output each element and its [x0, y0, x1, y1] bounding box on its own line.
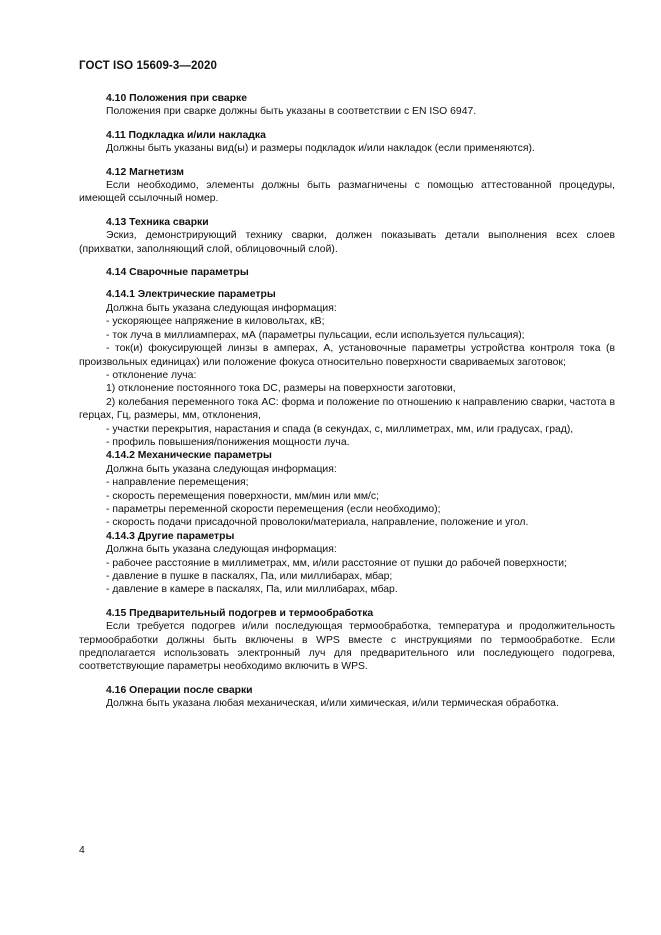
- section-4-13-title: 4.13 Техника сварки: [106, 216, 209, 228]
- section-4-14-3-title: 4.14.3 Другие параметры: [106, 530, 235, 542]
- list-item: 1) отклонение постоянного тока DC, размеры на поверхности заготовки,: [106, 383, 456, 395]
- section-4-15-text: Если требуется подогрев и/или последующая термообработка, температура и продолжительность термообработки должны быть включены в WPS вместе с инструкциями по термообработке. Если предполагается использовать электронный луч для предварительного или последующего подогрева, соответствующие параметры необходимо включить в WPS.: [79, 621, 615, 673]
- page-number: 4: [79, 845, 85, 856]
- section-4-10-title: 4.10 Положения при сварке: [106, 93, 247, 104]
- section-4-14-1-title: 4.14.1 Электрические параметры: [106, 289, 276, 301]
- section-4-14-2-intro: Должна быть указана следующая информация:: [106, 463, 337, 475]
- list-item: - рабочее расстояние в миллиметрах, мм, и/или расстояние от пушки до рабочей поверхности;: [106, 557, 567, 569]
- list-item: - участки перекрытия, нарастания и спада (в секундах, с, миллиметрах, мм, или градусах, град),: [106, 423, 574, 435]
- standard-designation: ГОСТ ISO 15609-3—2020: [79, 60, 217, 72]
- list-item: - давление в пушке в паскалях, Па, или миллибарах, мбар;: [106, 571, 393, 582]
- list-item: - параметры переменной скорости перемещения (если необходимо);: [106, 503, 441, 515]
- section-4-11-title: 4.11 Подкладка и/или накладка: [106, 129, 266, 141]
- list-item: - отклонение луча:: [106, 369, 197, 381]
- section-4-16-text: Должна быть указана любая механическая, и/или химическая, и/или термическая обработка.: [106, 698, 559, 710]
- list-item-focus: - ток(и) фокусирующей линзы в амперах, А, установочные параметры устройства контроля тока (в произвольных единицах) или положение фокуса относительно поверхности свариваемых заготовок;: [79, 343, 615, 368]
- list-item: - давление в камере в паскалях, Па, или миллибарах, мбар.: [106, 584, 398, 596]
- list-item: - скорость перемещения поверхности, мм/мин или мм/с;: [106, 490, 380, 502]
- section-4-15-title: 4.15 Предварительный подогрев и термообработка: [106, 607, 374, 619]
- section-4-14-title: 4.14 Сварочные параметры: [106, 267, 249, 279]
- section-4-16-title: 4.16 Операции после сварки: [106, 684, 253, 696]
- section-4-12-text: Если необходимо, элементы должны быть размагничены с помощью аттестованной процедуры, имеющей ссылочный номер.: [79, 180, 615, 205]
- section-4-13-text: Эскиз, демонстрирующий технику сварки, должен показывать детали выполнения всех слоев (прихватки, заполняющий слой, облицовочный слой).: [79, 230, 615, 255]
- list-item: - ускоряющее напряжение в киловольтах, кВ;: [106, 316, 325, 328]
- list-item-ac: 2) колебания переменного тока AC: форма и положение по отношению к направлению сварки, частота в герцах, Гц, размеры, мм, отклонения,: [79, 396, 615, 422]
- section-4-14-3-intro: Должна быть указана следующая информация:: [106, 544, 337, 556]
- section-4-11-text: Должны быть указаны вид(ы) и размеры подкладок и/или накладок (если применяются).: [106, 143, 535, 155]
- section-4-14-1-intro: Должна быть указана следующая информация:: [106, 302, 337, 314]
- section-4-10-text: Положения при сварке должны быть указаны в соответствии с EN ISO 6947.: [106, 106, 477, 118]
- list-item: - направление перемещения;: [106, 477, 249, 489]
- section-4-14-2-title: 4.14.2 Механические параметры: [106, 450, 272, 462]
- page-content: [79, 92, 615, 711]
- section-4-12-title: 4.12 Магнетизм: [106, 166, 184, 178]
- list-item: - ток луча в миллиамперах, мА (параметры пульсации, если используется пульсация);: [106, 329, 525, 341]
- list-item: - профиль повышения/понижения мощности луча.: [106, 436, 350, 448]
- list-item: - скорость подачи присадочной проволоки/материала, направление, положение и угол.: [106, 517, 529, 529]
